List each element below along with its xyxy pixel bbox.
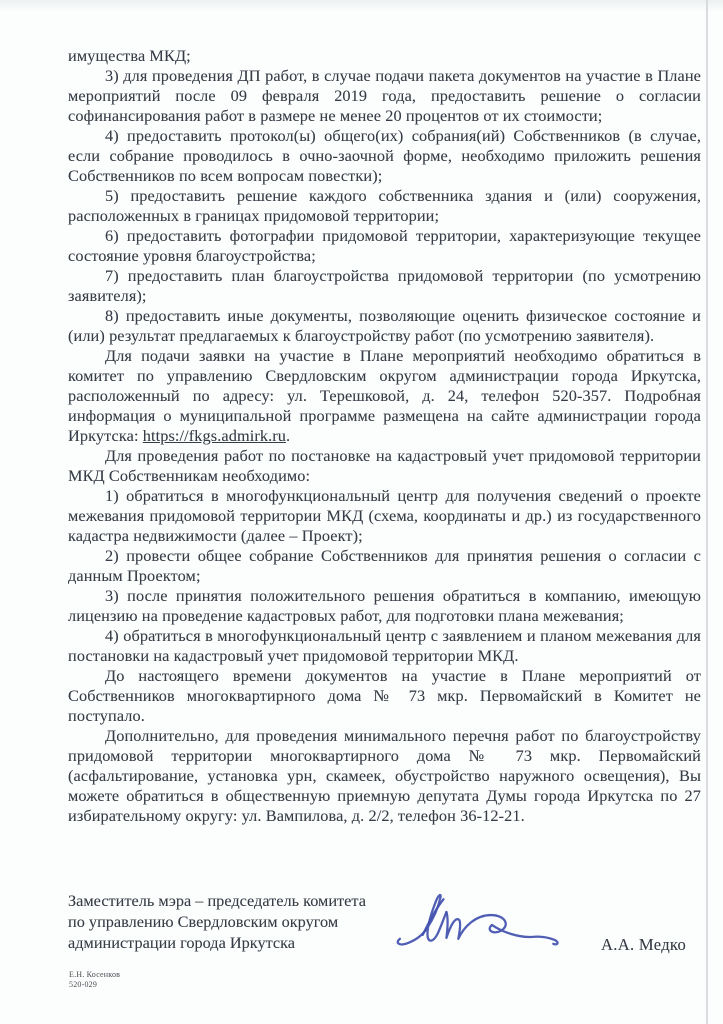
body-paragraph: 3) для проведения ДП работ, в случае подачи пакета документов на участие в Плане мероприятий после 09 февраля 2019 года, предоставить решение о согласии софинансирования работ в размере не менее 20 процентов от их стоимости; bbox=[68, 66, 701, 125]
body-paragraph: До настоящего времени документов на участие в Плане мероприятий от Собственников многоквартирного дома № 73 мкр. Первомайский в Комитет не поступало. bbox=[68, 666, 701, 725]
body-paragraph bbox=[68, 346, 701, 446]
signer-title-line: администрации города Иркутска bbox=[68, 932, 296, 952]
executor-name: Е.Н. Косенков bbox=[69, 970, 121, 979]
body-paragraph: 6) предоставить фотографии придомовой территории, характеризующие текущее состояние уровня благоустройства; bbox=[68, 226, 701, 265]
signer-title bbox=[68, 891, 413, 953]
fkgs-site-link[interactable]: https://fkgs.admirk.ru bbox=[142, 426, 287, 445]
scan-edge-top bbox=[0, 0, 723, 12]
signature-block bbox=[68, 891, 701, 981]
body-paragraph: 5) предоставить решение каждого собственника здания и (или) сооружения, расположенных в границах придомовой территории; bbox=[68, 186, 701, 225]
letter-body bbox=[68, 46, 701, 826]
body-paragraph: 7) предоставить план благоустройства придомовой территории (по усмотрению заявителя); bbox=[68, 266, 701, 305]
executor-note bbox=[69, 970, 120, 989]
body-paragraph: 4) предоставить протокол(ы) общего(их) собрания(ий) Собственников (в случае, если собрание проводилось в очно-заочной форме, необходимо приложить решения Собственников по всем вопросам повестки); bbox=[68, 126, 701, 185]
signer-title-line: Заместитель мэра – председатель комитета bbox=[68, 891, 366, 910]
body-paragraph: 8) предоставить иные документы, позволяющие оценить физическое состояние и (или) результат предлагаемых к благоустройству работ (по усмотрению заявителя). bbox=[68, 306, 701, 345]
executor-phone: 520-029 bbox=[69, 979, 98, 989]
paragraph-text: . bbox=[286, 426, 291, 445]
body-paragraph: 1) обратиться в многофункциональный центр для получения сведений о проекте межевания придомовой территории МКД (схема, координаты и др.) из государственного кадастра недвижимости (далее – Проект); bbox=[68, 486, 701, 545]
body-paragraph: Для проведения работ по постановке на кадастровый учет придомовой территории МКД Собственникам необходимо: bbox=[68, 446, 701, 485]
paragraph-text: Для подачи заявки на участие в Плане мероприятий необходимо обратиться в комитет по управлению Свердловским округом администрации города Иркутска, расположенный по адресу: ул. Терешковой, д. 24, телефон 520-357. Подробная информация о муниципальной программе размещена на сайте администрации города Иркутска: bbox=[68, 346, 701, 445]
body-paragraph: 2) провести общее собрание Собственников для принятия решения о согласии с данным Проектом; bbox=[68, 546, 701, 585]
body-paragraph: 3) после принятия положительного решения обратиться в компанию, имеющую лицензию на проведение кадастровых работ, для подготовки плана межевания; bbox=[68, 586, 701, 625]
body-paragraph: Дополнительно, для проведения минимального перечня работ по благоустройству придомовой территории многоквартирного дома № 73 мкр. Первомайский (асфальтирование, установка урн, скамеек, обустройство наружного освещения), Вы можете обратиться в общественную приемную депутата Думы города Иркутска по 27 избирательному округу: ул. Вампилова, д. 2/2, телефон 36-12-21. bbox=[68, 726, 701, 825]
body-paragraph: имущества МКД; bbox=[68, 46, 191, 65]
signer-name: А.А. Медко bbox=[601, 935, 687, 954]
handwritten-signature-icon bbox=[393, 881, 581, 963]
signer-title-line: по управлению Свердловским округом bbox=[68, 911, 339, 931]
scan-edge-right bbox=[706, 0, 708, 1024]
body-paragraph: 4) обратиться в многофункциональный центр с заявлением и планом межевания для постановки на кадастровый учет придомовой территории МКД. bbox=[68, 626, 701, 665]
